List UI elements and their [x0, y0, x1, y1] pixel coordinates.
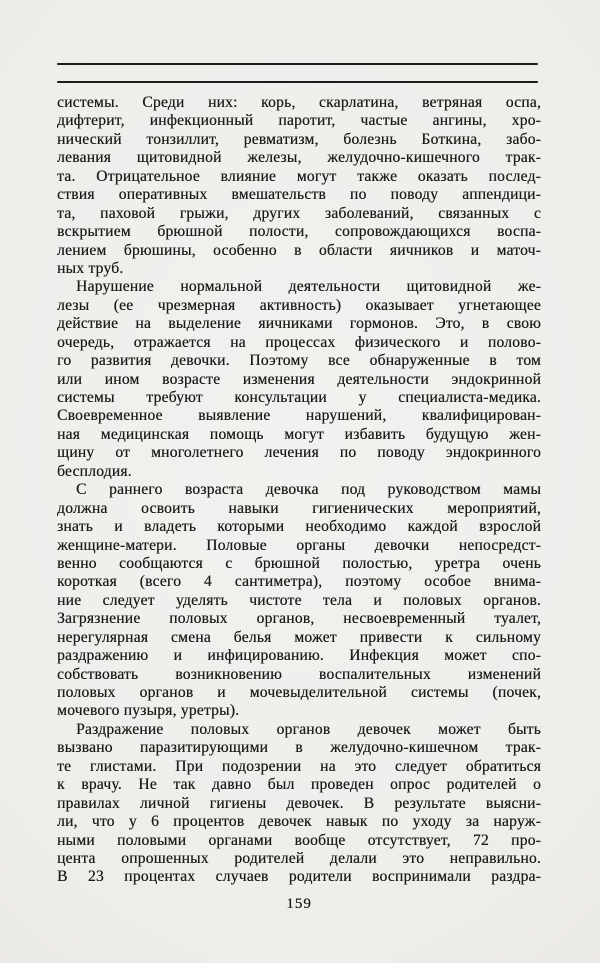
text-line: щину от многолетнего лечения по поводу эндокринного: [57, 444, 541, 462]
text-line: знать и владеть которыми необходимо каждой взрослой: [57, 518, 541, 536]
text-line: к врачу. Не так давно был проведен опрос родителей о: [57, 776, 541, 794]
text-line: ными половыми органами вообще отсутствует, 72 про-: [57, 831, 541, 849]
text-line: С раннего возраста девочка под руководством мамы: [76, 481, 541, 499]
page-number: 159: [286, 896, 312, 912]
text-line: Нарушение нормальной деятельности щитовидной же-: [76, 278, 541, 296]
text-line: мочевого пузыря, уретры).: [57, 702, 240, 720]
text-line: Раздражение половых органов девочек может быть: [76, 720, 541, 738]
body-text: [57, 94, 541, 887]
text-line: системы. Среди них: корь, скарлатина, ветряная оспа,: [57, 94, 541, 111]
text-line: системы требуют консультации у специалиста-медика.: [57, 389, 541, 406]
text-line: нерегулярная смена белья может привести к сильному: [57, 628, 541, 646]
text-line: бесплодия.: [57, 462, 132, 480]
text-line: раздражению и инфицированию. Инфекция может спо-: [57, 647, 541, 665]
text-line: ние следует уделять чистоте тела и половых органов.: [57, 591, 541, 609]
text-line: ли, что у 6 процентов девочек навык по уходу за наруж-: [57, 813, 541, 831]
text-line: нический тонзиллит, ревматизм, болезнь Боткина, забо-: [57, 130, 541, 148]
text-line: вызвано паразитирующими в желудочно-кишечном трак-: [57, 739, 541, 757]
text-line: вскрытием брюшной полости, сопровождающихся воспа-: [57, 223, 541, 241]
text-line: ная медицинская помощь могут избавить будущую жен-: [57, 425, 541, 443]
text-line: должна освоить навыки гигиенических мероприятий,: [57, 499, 541, 517]
text-line: короткая (всего 4 сантиметра), поэтому особое внима-: [57, 573, 541, 591]
text-line: ствия оперативных вмешательств по поводу аппендици-: [57, 186, 541, 204]
text-line: та. Отрицательное влияние могут также оказать послед-: [57, 167, 541, 185]
text-line: го развития девочки. Поэтому все обнаруженные в том: [57, 352, 541, 370]
text-line: та, паховой грыжи, других заболеваний, связанных с: [57, 204, 541, 222]
text-line: лением брюшины, особенно в области яичников и маточ-: [57, 241, 541, 259]
header-rule-bottom: [57, 81, 538, 83]
text-line: женщине-матери. Половые органы девочки непосредст-: [57, 536, 541, 554]
text-line: ных труб.: [57, 259, 124, 277]
header-rule-top: [57, 63, 538, 65]
text-line: венно сообщаются с брюшной полостью, уретра очень: [57, 554, 541, 572]
text-line: Загрязнение половых органов, несвоевременный туалет,: [57, 610, 541, 628]
text-line: или ином возрасте изменения деятельности эндокринной: [57, 370, 541, 388]
text-line: половых органов и мочевыделительной системы (почек,: [57, 684, 541, 701]
text-line: лезы (ее чрезмерная активность) оказывает угнетающее: [57, 296, 541, 314]
text-line: правилах личной гигиены девочек. В результате выясни-: [57, 794, 541, 812]
text-line: те глистами. При подозрении на это следует обратиться: [57, 757, 541, 775]
text-line: Своевременное выявление нарушений, квалифицирован-: [57, 407, 541, 425]
text-line: В 23 процентах случаев родители воспринимали раздра-: [57, 868, 541, 886]
text-line: очередь, отражается на процессах физического и полово-: [57, 333, 541, 351]
text-line: дифтерит, инфекционный паротит, частые ангины, хро-: [57, 112, 541, 130]
text-line: действие на выделение яичниками гормонов. Это, в свою: [57, 315, 541, 333]
text-line: левания щитовидной железы, желудочно-кишечного трак-: [57, 149, 541, 167]
text-line: собствовать возникновению воспалительных изменений: [57, 665, 541, 683]
text-line: цента опрошенных родителей делали это неправильно.: [57, 849, 541, 867]
